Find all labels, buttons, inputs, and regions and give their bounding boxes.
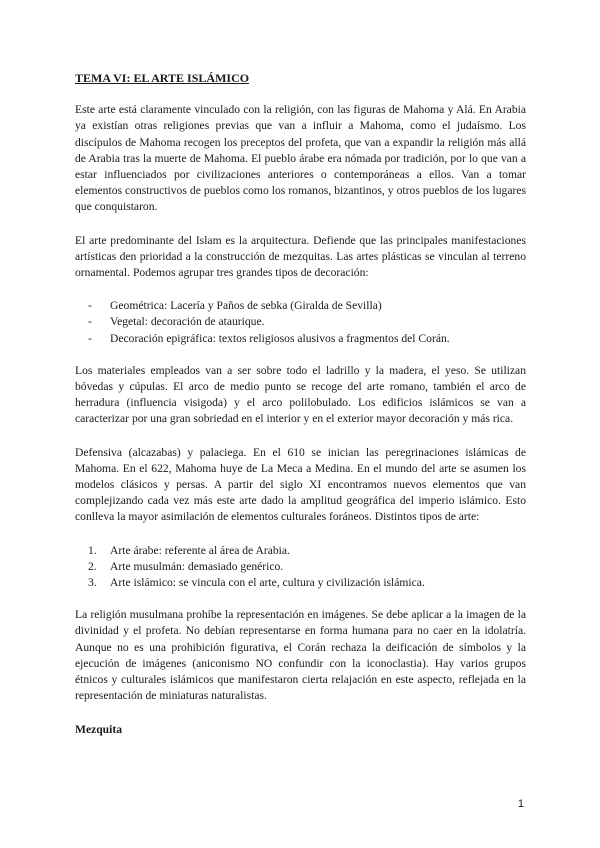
page-number: 1 <box>517 798 524 810</box>
list-item-text: Arte musulmán: demasiado genérico. <box>110 559 284 573</box>
list-number: 3. <box>88 576 97 590</box>
list-item <box>75 543 526 559</box>
list-item-text: Decoración epigráfica: textos religiosos alusivos a fragmentos del Corán. <box>110 331 450 345</box>
list-number: 1. <box>88 543 97 557</box>
paragraph-history: Defensiva (alcazabas) y palaciega. En el 610 se inician las peregrinaciones islámicas de Mahoma. En el 622, Mahoma huye de La Meca a Medina. En el mundo del arte se asumen los modelos clásicos y persas. A partir del siglo XI encontramos nuevos elementos que van complejizando cada vez más este arte dado la amplitud geográfica del imperio islámico. Esto conlleva la mayor asimilación de elementos culturales foráneos. Distintos tipos de arte: <box>75 445 526 524</box>
list-item <box>75 298 526 314</box>
list-item-text: Arte islámico: se vincula con el arte, cultura y civilización islámica. <box>110 576 425 590</box>
paragraph-architecture: El arte predominante del Islam es la arquitectura. Defiende que las principales manifestaciones artísticas den prioridad a la construcción de mezquitas. Las artes plásticas se vinculan al terreno ornamental. Podemos agrupar tres grandes tipos de decoración: <box>75 233 526 280</box>
art-types-list <box>75 543 526 592</box>
list-item <box>75 314 526 330</box>
paragraph-intro: Este arte está claramente vinculado con la religión, con las figuras de Mahoma y Alá. En Arabia ya existían otras religiones previas que van a influir a Mahoma, como el judaísmo. Los discípulos de Mahoma recogen los preceptos del profeta, que van a expandir la religión más allá de Arabia tras la muerte de Mahoma. El pueblo árabe era nómada por tradición, por lo que van a estar influenciados por civilizaciones anteriores o contemporáneas a ellos. Van a tomar elementos constructivos de pueblos como los romanos, bizantinos, y otros pueblos de los lugares que conquistaron. <box>75 103 526 214</box>
list-bullet: - <box>88 315 92 329</box>
page-content <box>75 70 526 738</box>
list-item-text: Vegetal: decoración de ataurique. <box>110 315 265 329</box>
list-bullet: - <box>88 331 92 345</box>
list-number: 2. <box>88 559 97 573</box>
list-item <box>75 575 526 591</box>
list-bullet: - <box>88 299 92 313</box>
list-item <box>75 559 526 575</box>
list-item <box>75 331 526 347</box>
paragraph-materials: Los materiales empleados van a ser sobre todo el ladrillo y la madera, el yeso. Se utilizan bóvedas y cúpulas. El arco de medio punto se recoge del arte romano, también el arco de herradura (influencia visigoda) y el arco polilobulado. Los edificios islámicos se van a caracterizar por una gran sobriedad en el interior y en el exterior mayor decoración y más rica. <box>75 363 526 426</box>
list-item-text: Geométrica: Lacería y Paños de sebka (Giralda de Sevilla) <box>110 299 382 313</box>
decoration-types-list <box>75 298 526 347</box>
list-item-text: Arte árabe: referente al área de Arabia. <box>110 543 290 557</box>
paragraph-aniconism: La religión musulmana prohíbe la representación en imágenes. Se debe aplicar a la imagen de la divinidad y el profeta. No debían representarse en forma humana para no caer en la idolatría. Aunque no es una prohibición figurativa, el Corán rechaza la deificación de símbolos y la ejecución de imágenes (aniconismo NO confundir con la iconoclastia). Hay varios grupos étnicos y culturales islámicos que manifestaron cierta relajación en este aspecto, reflejada en la representación de miniaturas naturalistas. <box>75 608 526 703</box>
document-title: TEMA VI: EL ARTE ISLÁMICO <box>75 71 250 85</box>
section-heading-mezquita: Mezquita <box>75 722 123 736</box>
